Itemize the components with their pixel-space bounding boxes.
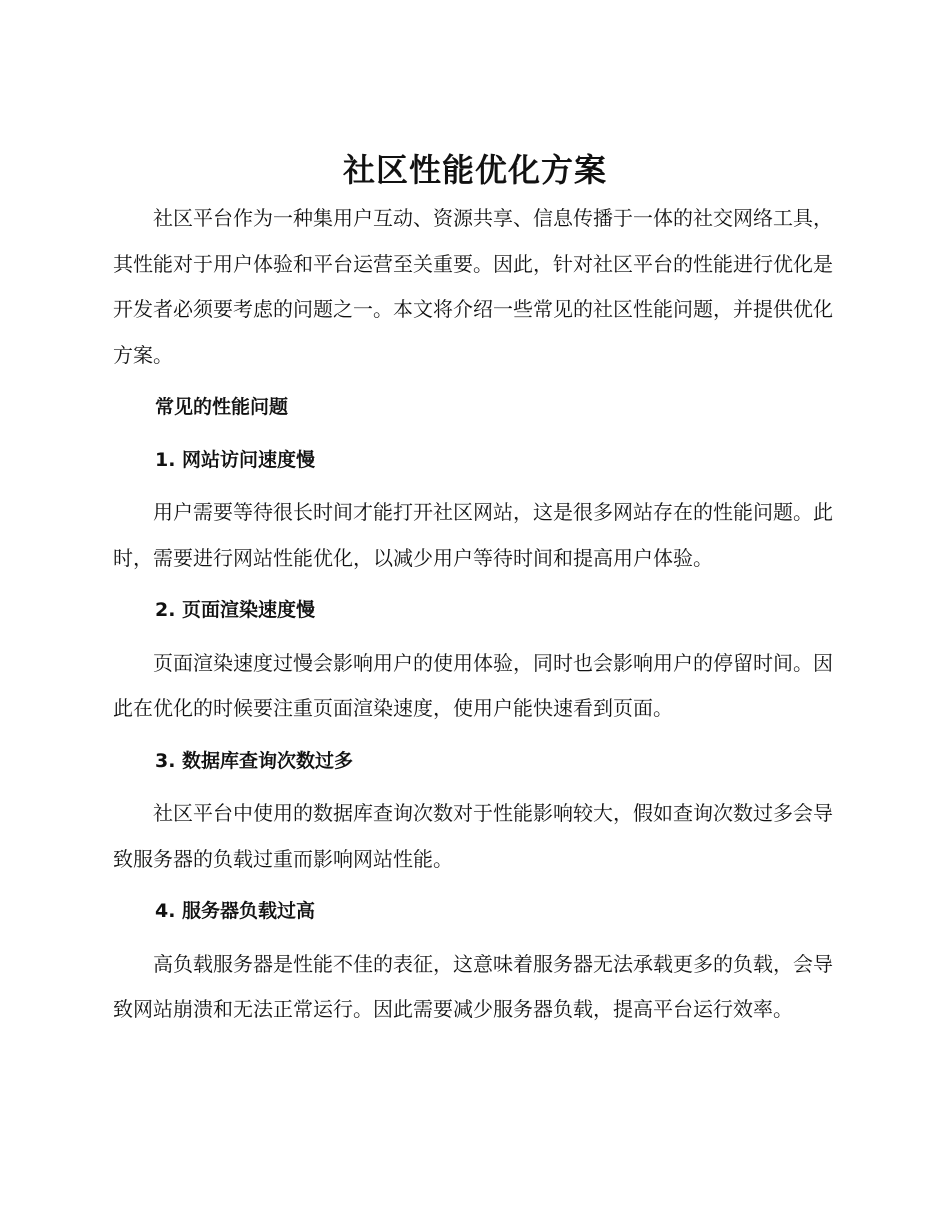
document-body <box>113 196 833 1033</box>
spacer <box>113 378 833 385</box>
spacer <box>113 784 833 791</box>
spacer <box>113 483 833 490</box>
item-body-4: 高负载服务器是性能不佳的表征，这意味着服务器无法承载更多的负载，会导致网站崩溃和无法正常运行。因此需要减少服务器负载，提高平台运行效率。 <box>113 951 833 1021</box>
document-title: 社区性能优化方案 <box>342 151 607 189</box>
spacer <box>113 732 833 739</box>
item-heading-2: 2. 页面渲染速度慢 <box>155 599 316 621</box>
item-body-1: 用户需要等待很长时间才能打开社区网站，这是很多网站存在的性能问题。此时，需要进行网站性能优化，以减少用户等待时间和提高用户体验。 <box>113 500 833 570</box>
spacer <box>113 634 833 641</box>
spacer <box>113 882 833 889</box>
spacer <box>113 581 833 588</box>
spacer <box>113 935 833 942</box>
item-body-2: 页面渲染速度过慢会影响用户的使用体验，同时也会影响用户的停留时间。因此在优化的时候要注重页面渲染速度，使用户能快速看到页面。 <box>113 650 833 720</box>
item-body-3: 社区平台中使用的数据库查询次数对于性能影响较大，假如查询次数过多会导致服务器的负载过重而影响网站性能。 <box>113 801 833 871</box>
item-heading-3: 3. 数据库查询次数过多 <box>155 749 354 772</box>
spacer <box>113 431 833 438</box>
item-heading-4: 4. 服务器负载过高 <box>155 900 316 922</box>
intro-paragraph: 社区平台作为一种集用户互动、资源共享、信息传播于一体的社交网络工具，其性能对于用户体验和平台运营至关重要。因此，针对社区平台的性能进行优化是开发者必须要考虑的问题之一。本文将介绍一些常见的社区性能问题，并提供优化方案。 <box>113 206 833 367</box>
section-heading: 常见的性能问题 <box>155 396 289 418</box>
item-heading-1: 1. 网站访问速度慢 <box>155 448 316 471</box>
